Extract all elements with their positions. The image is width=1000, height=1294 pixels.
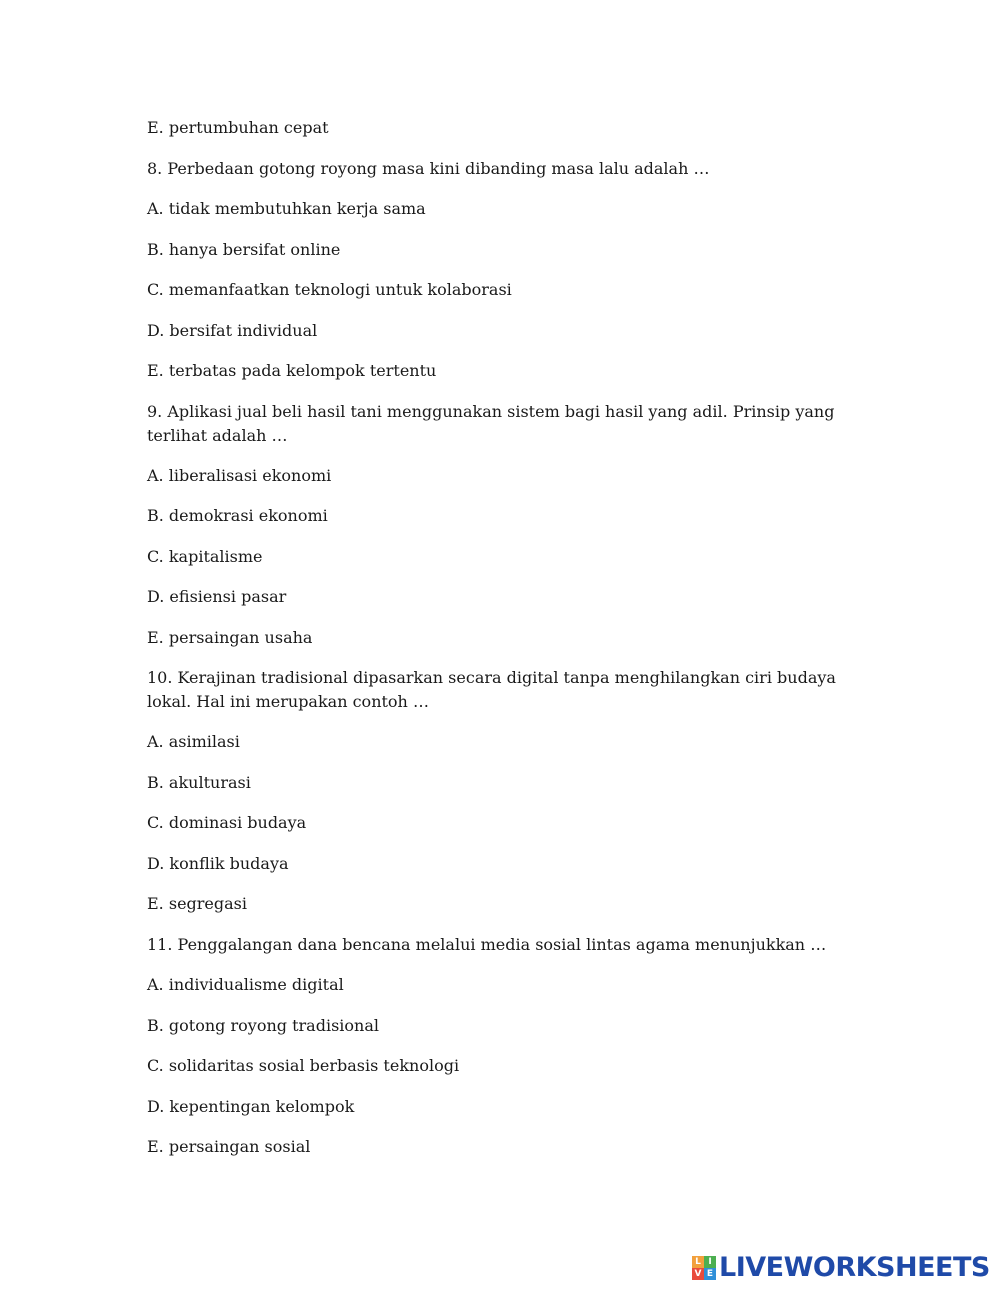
answer-option: B. akulturasi xyxy=(147,772,251,792)
answer-option: B. demokrasi ekonomi xyxy=(147,506,328,525)
question-11: 11. Penggalangan dana bencana melalui media sosial lintas agama menunjukkan … xyxy=(147,934,827,954)
answer-option: A. individualisme digital xyxy=(147,975,344,994)
answer-option: E. terbatas pada kelompok tertentu xyxy=(147,361,437,380)
answer-option: E. segregasi xyxy=(147,894,247,913)
liveworksheets-logo xyxy=(692,1253,990,1283)
logo-tile: I xyxy=(704,1256,716,1268)
logo-wordmark: LIVEWORKSHEETS xyxy=(719,1252,990,1283)
live-logo-icon xyxy=(692,1256,716,1280)
answer-option: B. hanya bersifat online xyxy=(147,239,341,259)
answer-option: A. asimilasi xyxy=(147,732,240,751)
answer-option: E. pertumbuhan cepat xyxy=(147,118,329,137)
answer-option: D. bersifat individual xyxy=(147,320,318,340)
answer-option: D. efisiensi pasar xyxy=(147,587,287,606)
answer-option: B. gotong royong tradisional xyxy=(147,1015,379,1035)
answer-option: A. liberalisasi ekonomi xyxy=(147,465,332,485)
worksheet-content xyxy=(147,116,867,1176)
answer-option: D. kepentingan kelompok xyxy=(147,1096,355,1116)
answer-option: C. dominasi budaya xyxy=(147,813,307,832)
question-8: 8. Perbedaan gotong royong masa kini dibanding masa lalu adalah … xyxy=(147,158,710,178)
answer-option: C. solidaritas sosial berbasis teknologi xyxy=(147,1056,460,1075)
question-9: 9. Aplikasi jual beli hasil tani menggunakan sistem bagi hasil yang adil. Prinsip yang terlihat adalah … xyxy=(147,401,835,445)
answer-option: C. memanfaatkan teknologi untuk kolaborasi xyxy=(147,280,512,299)
answer-option: C. kapitalisme xyxy=(147,546,263,566)
logo-tile: L xyxy=(692,1256,704,1268)
answer-option: E. persaingan usaha xyxy=(147,627,313,647)
answer-option: A. tidak membutuhkan kerja sama xyxy=(147,199,426,218)
question-10: 10. Kerajinan tradisional dipasarkan secara digital tanpa menghilangkan ciri budaya lokal. Hal ini merupakan contoh … xyxy=(147,668,836,711)
answer-option: D. konflik budaya xyxy=(147,853,289,873)
answer-option: E. persaingan sosial xyxy=(147,1137,311,1156)
logo-tile: E xyxy=(704,1268,716,1280)
logo-tile: V xyxy=(692,1268,704,1280)
